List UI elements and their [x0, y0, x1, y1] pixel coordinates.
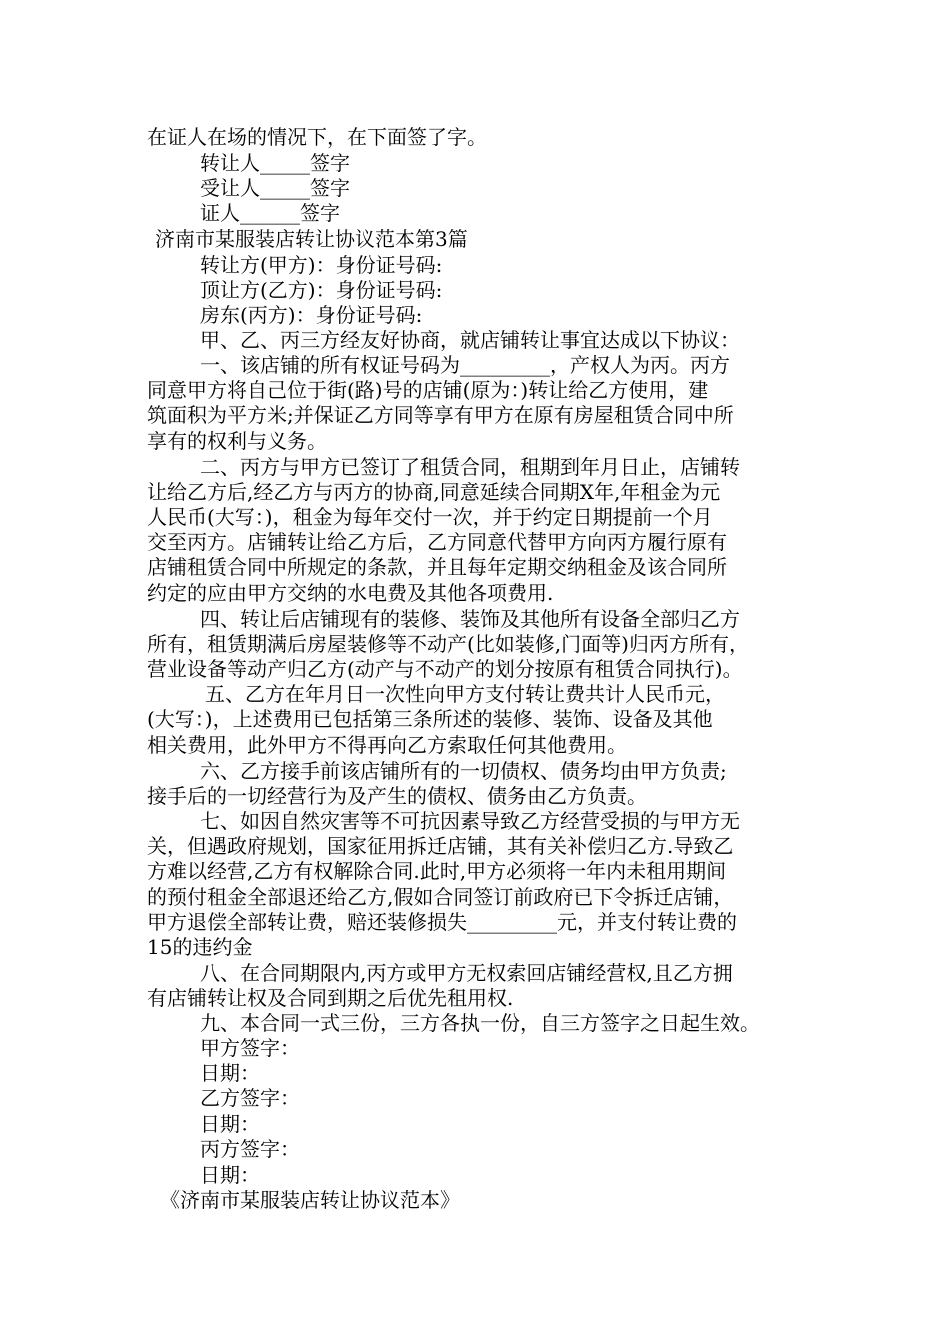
preamble-line: 甲、乙、丙三方经友好协商，就店铺转让事宜达成以下协议：: [200, 328, 740, 352]
clause-1-line: 一、该店铺的所有权证号码为_________，产权人为丙。丙方: [200, 353, 730, 377]
clause-4-line: 所有，租赁期满后房屋装修等不动产(比如装修,门面等)归丙方所有，: [147, 632, 749, 656]
witness-signature-line: 证人______签字: [200, 201, 340, 225]
clause-2-line: 让给乙方后,经乙方与丙方的协商,同意延续合同期X年,年租金为元: [147, 480, 721, 504]
clause-1-line: 同意甲方将自己位于街(路)号的店铺(原为：)转让给乙方使用，建: [147, 378, 709, 402]
clause-8-line: 八、在合同期限内,丙方或甲方无权索回店铺经营权,且乙方拥: [200, 961, 733, 985]
party-c-date-label: 日期：: [200, 1163, 260, 1187]
clause-5-line: (大写：)，上述费用已包括第三条所述的装修、装饰、设备及其他: [147, 707, 713, 731]
party-a-signature-label: 甲方签字：: [200, 1036, 300, 1060]
clause-7-line: 七、如因自然灾害等不可抗因素导致乙方经营受损的与甲方无: [200, 809, 740, 833]
transferee-signature-line: 受让人_____签字: [200, 176, 350, 200]
party-c-line: 房东(丙方)：身份证号码:: [200, 303, 423, 327]
party-a-line: 转让方(甲方)：身份证号码:: [200, 253, 443, 277]
clause-2-line: 人民币(大写：)，租金为每年交付一次，并于约定日期提前一个月: [147, 505, 713, 529]
clause-2-line: 二、丙方与甲方已签订了租赁合同，租期到年月日止，店铺转: [200, 455, 740, 479]
clause-6-line: 接手后的一切经营行为及产生的债权、债务由乙方负责。: [147, 784, 647, 808]
clause-7-line: 关，但遇政府规划，国家征用拆迁店铺，其有关补偿归乙方.导致乙: [147, 834, 734, 858]
clause-2-line: 交至丙方。店铺转让给乙方后，乙方同意代替甲方向丙方履行原有: [147, 530, 727, 554]
party-b-date-label: 日期：: [200, 1112, 260, 1136]
clause-4-line: 四、转让后店铺现有的装修、装饰及其他所有设备全部归乙方: [200, 607, 740, 631]
clause-9-line: 九、本合同一式三份，三方各执一份，自三方签字之日起生效。: [200, 1011, 760, 1035]
clause-7-line: 方难以经营,乙方有权解除合同.此时,甲方必须将一年内未租用期间: [147, 859, 727, 883]
party-b-signature-label: 乙方签字：: [200, 1086, 300, 1110]
closing-title: 《济南市某服装店转让协议范本》: [160, 1188, 460, 1212]
clause-2-line: 约定的应由甲方交纳的水电费及其他各项费用.: [147, 581, 554, 605]
clause-5-line: 相关费用，此外甲方不得再向乙方索取任何其他费用。: [147, 733, 627, 757]
clause-1-line: 享有的权利与义务。: [147, 429, 327, 453]
clause-7-line: 的预付租金全部退还给乙方,假如合同签订前政府已下令拆迁店铺，: [147, 885, 734, 909]
section-title: 济南市某服装店转让协议范本第3篇: [155, 227, 468, 251]
party-c-signature-label: 丙方签字：: [200, 1137, 300, 1161]
clause-2-line: 店铺租赁合同中所规定的条款，并且每年定期交纳租金及该合同所: [147, 555, 727, 579]
clause-6-line: 六、乙方接手前该店铺所有的一切债权、债务均由甲方负责;: [200, 759, 727, 783]
clause-7-line: 甲方退偿全部转让费，赔还装修损失_________元，并支付转让费的: [147, 910, 737, 934]
clause-8-line: 有店铺转让权及合同到期之后优先租用权.: [147, 986, 514, 1010]
clause-1-line: 筑面积为平方米;并保证乙方同等享有甲方在原有房屋租赁合同中所: [147, 403, 734, 427]
clause-4-line: 营业设备等动产归乙方(动产与不动产的划分按原有租赁合同执行)。: [147, 657, 743, 681]
party-a-date-label: 日期：: [200, 1061, 260, 1085]
party-b-line: 顶让方(乙方)：身份证号码:: [200, 278, 443, 302]
clause-5-line: 五、乙方在年月日一次性向甲方支付转让费共计人民币元，: [205, 682, 725, 706]
text-line: 在证人在场的情况下，在下面签了字。: [147, 125, 487, 149]
transferor-signature-line: 转让人_____签字: [200, 151, 350, 175]
clause-7-line: 15的违约金: [147, 935, 253, 959]
